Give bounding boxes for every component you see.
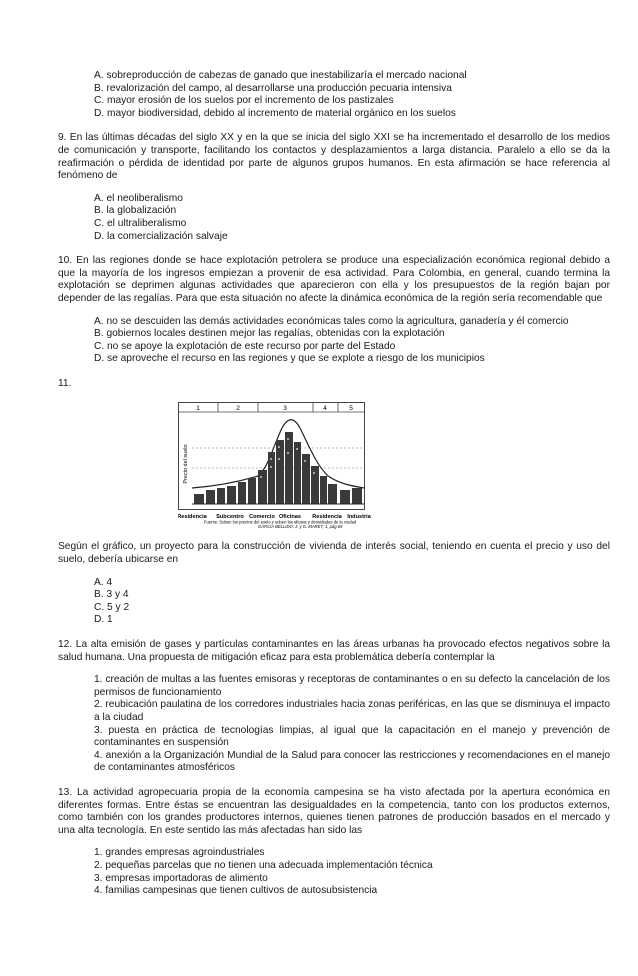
option: D. se aproveche el recurso en las regiones y que se explote a riesgo de los municipios — [94, 353, 485, 365]
document-page — [58, 70, 610, 898]
option: A. el neoliberalismo — [94, 192, 183, 204]
option: C. mayor erosión de los suelos por el incremento de los pastizales — [94, 95, 394, 107]
option: B. 3 y 4 — [94, 589, 129, 601]
option: D. la comercialización salvaje — [94, 230, 228, 242]
question-11-options — [94, 577, 610, 627]
option: 1. grandes empresas agroindustriales — [94, 847, 265, 859]
zone-label: 4 — [323, 405, 327, 413]
question-10-options — [94, 316, 610, 366]
option: 3. puesta en práctica de tecnologías limpias, al igual que la capacitación en el manejo y prevención de contaminantes en suspensión — [94, 724, 610, 749]
question-11-number: 11. — [58, 377, 72, 389]
zone-label: 2 — [236, 405, 240, 413]
category-label: Industria — [347, 514, 371, 521]
option: 4. anexión a la Organización Mundial de la Salud para conocer las restricciones y recomendaciones en el manejo de contaminantes atmosféricos — [94, 749, 610, 774]
option: A. 4 — [94, 576, 113, 588]
category-label: Oficinas — [278, 514, 302, 521]
category-label: Comercio — [249, 514, 275, 521]
question-10-text: 10. En las regiones donde se hace explotación petrolera se produce una especialización económica regional debido a que la mayoría de los ingresos empiezan a provenir de esa actividad. Para Colombia, en general, cuando termina la explotación se deprimen algunas actividades que aparecieron con ella y los presupuestos de la región bajan por depender de las regalías. Para que esta situación no afecte la dinámica económica de la región sería recomendable que — [58, 255, 610, 304]
category-label: Residencia — [178, 514, 207, 521]
option: 2. reubicación paulatina de los corredores industriales hacia zonas periféricas, en las que se disminuya el impacto a la ciudad — [94, 699, 610, 723]
zone-label: 1 — [196, 405, 200, 413]
option: A. sobreproducción de cabezas de ganado que inestabilizaría el mercado nacional — [94, 70, 467, 81]
category-label: Subcentro — [216, 514, 244, 521]
figure-source: Fuente: Suben los precios del suelo y suben las alturas y densidades de la ciudad — [204, 519, 357, 525]
option: C. no se apoye la explotación de este recurso por parte del Estado — [94, 340, 396, 352]
land-price-diagram — [178, 402, 436, 529]
option: D. mayor biodiversidad, debido al incremento de material orgánico en los suelos — [94, 107, 456, 119]
zone-label: 3 — [283, 405, 287, 413]
question-13-options — [94, 847, 610, 897]
option: 2. pequeñas parcelas que no tienen una adecuada implementación técnica — [94, 859, 433, 871]
option: 1. creación de multas a las fuentes emisoras y receptoras de contaminantes o en su defecto la cancelación de los permisos de funcionamiento — [94, 674, 610, 698]
option: C. el ultraliberalismo — [94, 217, 187, 229]
question-12-text: 12. La alta emisión de gases y partículas contaminantes en las áreas urbanas ha provocado efectos negativos sobre la salud humana. Una propuesta de mitigación eficaz para esta problemática debería contemplar la — [58, 639, 610, 663]
zone-label: 5 — [349, 405, 353, 413]
land-price-figure — [178, 402, 436, 529]
question-12-options — [94, 674, 610, 775]
question-9-options — [94, 193, 610, 243]
question-9-text: 9. En las últimas décadas del siglo XX y en la que se inicia del siglo XXI se ha incrementado el desarrollo de los medios de comunicación y transporte, facilitando los contactos y desplazamientos a larga distancia. Paralelo a ello se da la reafirmación o pérdida de identidad por parte de algunos grupos humanos. En esta afirmación se hace referencia al fenómeno de — [58, 132, 610, 182]
option: B. la globalización — [94, 205, 177, 217]
option: C. 5 y 2 — [94, 601, 130, 613]
option: B. gobiernos locales destinen mejor las regalías, obtenidas con la explotación — [94, 328, 445, 340]
option: 3. empresas importadoras de alimento — [94, 872, 268, 884]
option: D. 1 — [94, 614, 113, 626]
category-label: Residencia — [312, 514, 342, 521]
prev-question-options — [94, 70, 610, 120]
figure-credit: GARCÍA BELLIDO, J. y G. MARET, 1, pág.65 — [258, 524, 343, 530]
option: B. revalorización del campo, al desarrollarse una producción pecuaria intensiva — [94, 82, 452, 94]
y-axis-label: Precio del suelo — [183, 444, 189, 485]
option: A. no se descuiden las demás actividades económicas tales como la agricultura, ganadería y él comercio — [94, 315, 569, 327]
question-11-text: Según el gráfico, un proyecto para la construcción de vivienda de interés social, teniendo en cuenta el precio y uso del suelo, debería ubicarse en — [58, 541, 610, 566]
option: 4. familias campesinas que tienen cultivos de autosubsistencia — [94, 885, 378, 897]
question-13-text: 13. La actividad agropecuaria propia de la economía campesina se ha visto afectada por la apertura económica en diferentes formas. Entre éstas se encuentran las desigualdades en la competencia, tanto con los productos externos, como también con los grandes productores internos, quienes tienen patrones de producción basados en el mercado y una alta tecnología. En este sentido las más afectadas han sido las — [58, 786, 610, 836]
